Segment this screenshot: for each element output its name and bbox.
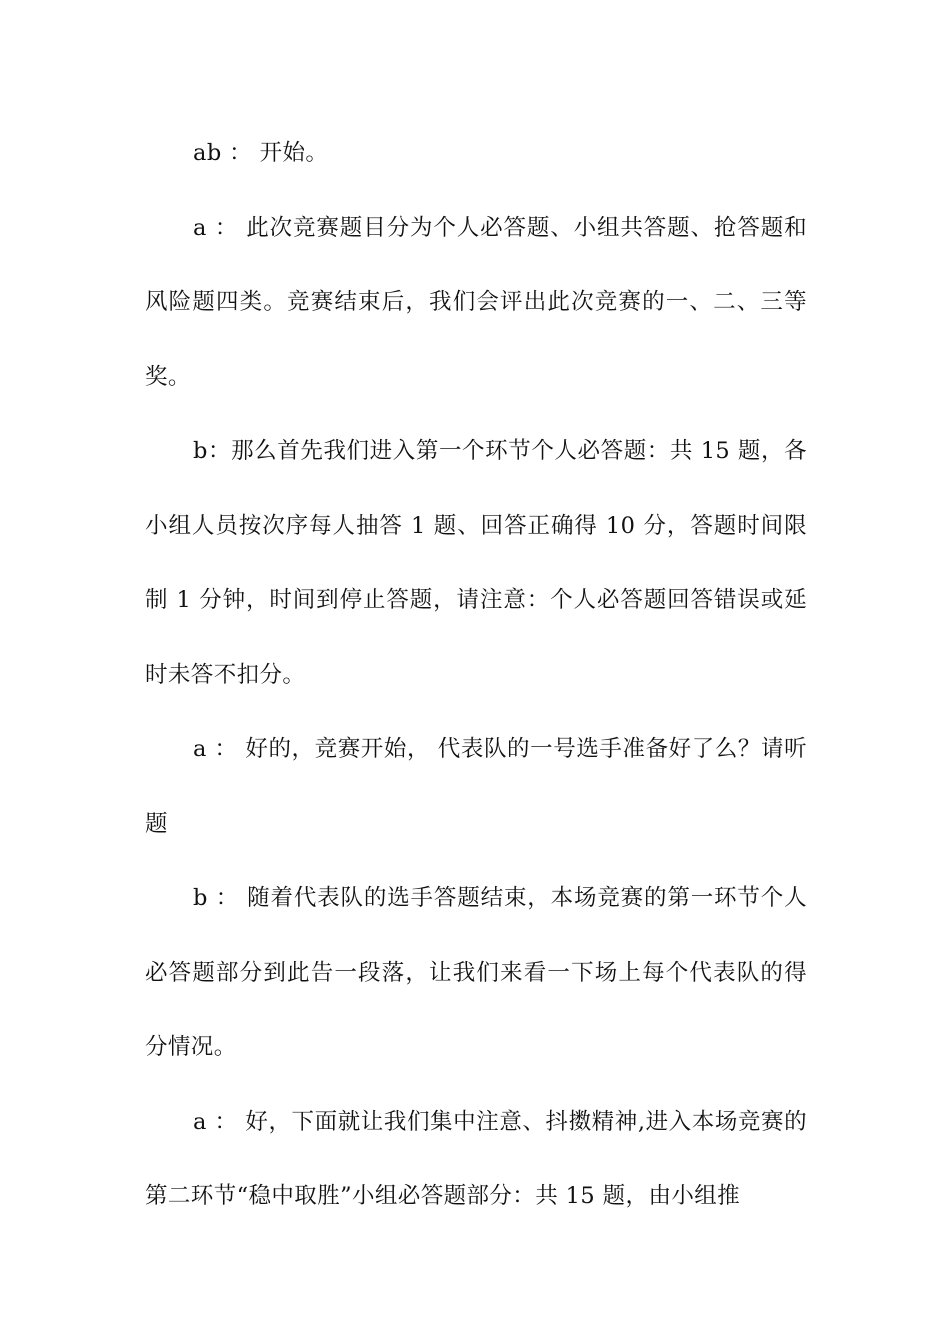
paragraph-start: ab ： 开始。 xyxy=(193,140,329,166)
paragraph-individual-round: b：那么首先我们进入第一个环节个人必答题：共 15 题，各小组人员按次序每人抽答 1 题、回答正确得 10 分，答题时间限制 1 分钟，时间到停止答题，请注意：个人必答题回答错误或延时未答不扣分。 xyxy=(145,438,807,688)
document-body xyxy=(145,116,807,1234)
paragraph-second-round: a ： 好，下面就让我们集中注意、抖擞精神,进入本场竞赛的第二环节“稳中取胜”小组必答题部分：共 15 题，由小组推 xyxy=(145,1108,807,1209)
paragraph-categories: a ： 此次竞赛题目分为个人必答题、小组共答题、抢答题和风险题四类。竞赛结束后，我们会评出此次竞赛的一、二、三等奖。 xyxy=(145,214,807,390)
paragraph-round-end: b ： 随着代表队的选手答题结束，本场竞赛的第一环节个人必答题部分到此告一段落，让我们来看一下场上每个代表队的得分情况。 xyxy=(145,885,807,1060)
paragraph-first-contestant: a ： 好的，竞赛开始， 代表队的一号选手准备好了么？请听题 xyxy=(145,736,807,837)
